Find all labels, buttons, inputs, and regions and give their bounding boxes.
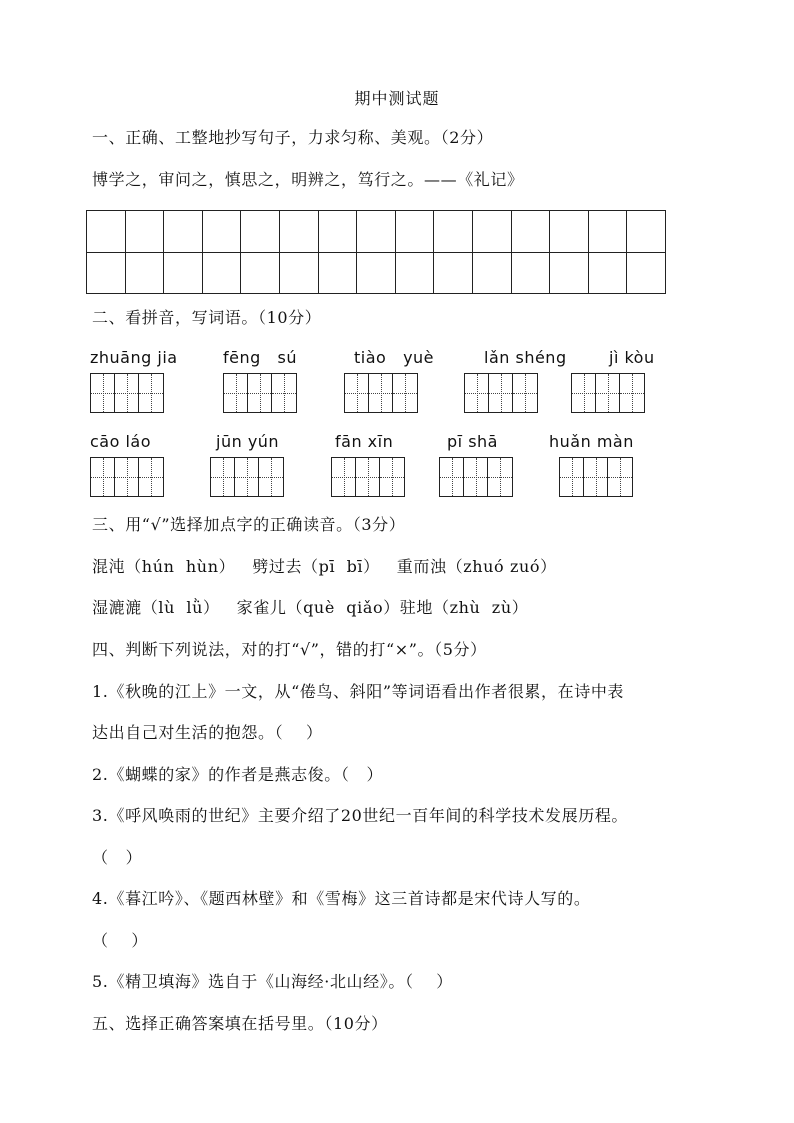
pinyin-item (344, 348, 434, 413)
section1-sentence: 博学之，审问之，慎思之，明辨之，笃行之。——《礼记》 (92, 170, 524, 189)
pinyin-item (90, 432, 164, 497)
question-4-line-1: 4.《暮江吟》、《题西林壁》和《雪梅》这三首诗都是宋代诗人写的。 (92, 889, 591, 908)
question-3-line-1: 3.《呼风唤雨的世纪》主要介绍了20世纪一百年间的科学技术发展历程。 (92, 806, 629, 825)
section4-heading: 四、判断下列说法，对的打“√”，错的打“×”。（5分） (92, 640, 487, 659)
pinyin-label: jūn yún (216, 432, 280, 451)
answer-box[interactable] (439, 457, 513, 497)
pinyin-label: huǎn màn (549, 432, 634, 451)
pinyin-item (90, 348, 178, 413)
answer-box[interactable] (571, 373, 645, 413)
section1-heading: 一、正确、工整地抄写句子，力求匀称、美观。（2分） (92, 128, 494, 147)
page-title: 期中测试题 (354, 89, 440, 108)
section3-heading: 三、用“√”选择加点字的正确读音。（3分） (92, 515, 406, 534)
answer-box[interactable] (464, 373, 538, 413)
question-2: 2.《蝴蝶的家》的作者是燕志俊。（ ） (92, 765, 384, 784)
answer-box[interactable] (90, 457, 164, 497)
pinyin-item (439, 432, 513, 497)
section2-heading: 二、看拼音，写词语。（10分） (92, 308, 322, 327)
section5-heading: 五、选择正确答案填在括号里。（10分） (92, 1014, 388, 1033)
pinyin-label: fān xīn (335, 432, 394, 451)
pinyin-item (549, 432, 634, 497)
answer-box[interactable] (559, 457, 633, 497)
question-4-line-2: （ ） (92, 931, 148, 950)
answer-box[interactable] (331, 457, 405, 497)
pinyin-label: pī shā (447, 432, 498, 451)
question-5: 5.《精卫填海》选自于《山海经·北山经》。（ ） (92, 972, 453, 991)
pinyin-item (571, 348, 655, 413)
pinyin-label: jì kòu (609, 348, 655, 367)
answer-box[interactable] (90, 373, 164, 413)
question-1-line-1: 1.《秋晚的江上》一文，从“倦鸟、斜阳”等词语看出作者很累，在诗中表 (92, 682, 625, 701)
pinyin-label: lǎn shéng (484, 348, 567, 367)
answer-box[interactable] (344, 373, 418, 413)
question-3-line-2: （ ） (92, 848, 143, 867)
pinyin-label: fēng sú (223, 348, 298, 367)
section3-line-2: 湿漉漉（lù lǜ） 家雀儿（què qiǎo）驻地（zhù zù） (92, 598, 529, 617)
pinyin-label: cāo láo (90, 432, 152, 451)
answer-box[interactable] (223, 373, 297, 413)
pinyin-item (223, 348, 297, 413)
pinyin-item (464, 348, 567, 413)
pinyin-item (331, 432, 405, 497)
copy-writing-grid[interactable] (86, 210, 666, 294)
answer-box[interactable] (210, 457, 284, 497)
pinyin-item (210, 432, 284, 497)
question-1-line-2: 达出自己对生活的抱怨。（ ） (92, 723, 323, 742)
section3-line-1: 混沌（hún hùn） 劈过去（pī bī） 重而浊（zhuó zuó） (92, 557, 557, 576)
pinyin-label: zhuāng jia (90, 348, 178, 367)
pinyin-label: tiào yuè (354, 348, 435, 367)
